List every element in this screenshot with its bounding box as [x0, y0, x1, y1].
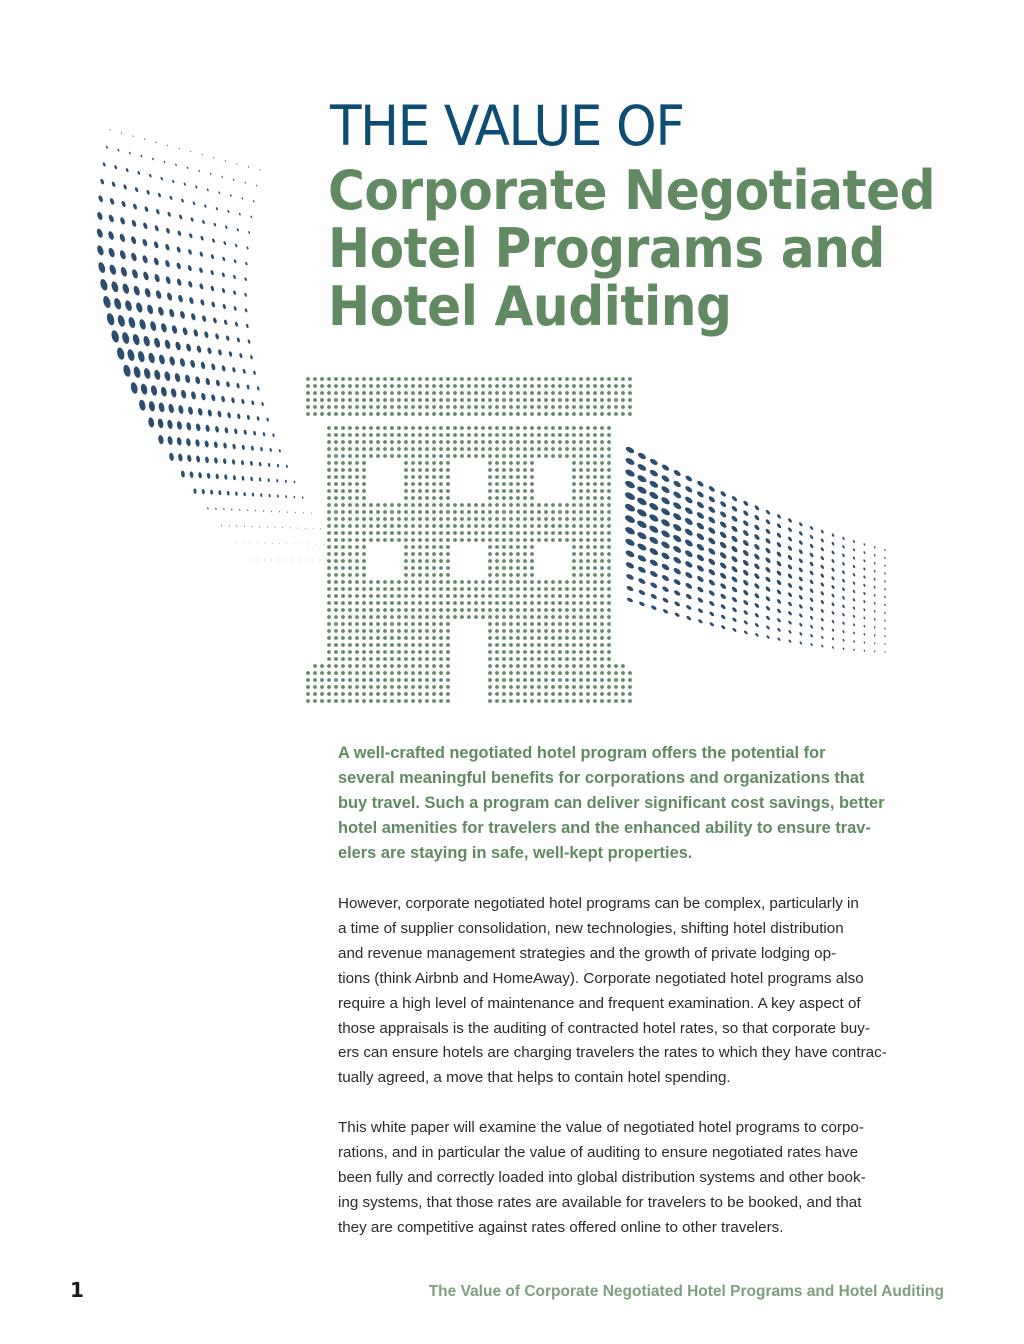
title-kicker: THE VALUE OF [330, 94, 684, 158]
title-line: Hotel Auditing [328, 275, 732, 338]
text-line: those appraisals is the auditing of contracted hotel rates, so that corporate buy- [338, 1019, 870, 1037]
text-line: tions (think Airbnb and HomeAway). Corporate negotiated hotel programs also [338, 969, 864, 987]
text-line: require a high level of maintenance and frequent examination. A key aspect of [338, 994, 861, 1012]
title-line: Corporate Negotiated [328, 159, 936, 222]
text-line: several meaningful benefits for corporations and organizations that [338, 769, 865, 787]
text-line: been fully and correctly loaded into global distribution systems and other book- [338, 1168, 866, 1186]
text-line: elers are staying in safe, well-kept properties. [338, 844, 693, 862]
body-paragraph [338, 1116, 950, 1241]
page-number: 1 [70, 1278, 84, 1302]
body-paragraph [338, 892, 950, 1091]
text-line: buy travel. Such a program can deliver significant cost savings, better [338, 794, 885, 812]
running-footer-title: The Value of Corporate Negotiated Hotel Programs and Hotel Auditing [428, 1283, 944, 1300]
text-line: ers can ensure hotels are charging travelers the rates to which they have contrac- [338, 1044, 887, 1062]
halftone-wave-right-icon [624, 446, 886, 653]
text-line: tually agreed, a move that helps to contain hotel spending. [338, 1069, 731, 1087]
halftone-wave-left-icon [96, 129, 341, 560]
hotel-building-icon [306, 377, 632, 703]
text-line: However, corporate negotiated hotel programs can be complex, particularly in [338, 895, 859, 912]
text-line: rations, and in particular the value of auditing to ensure negotiated rates have [338, 1143, 859, 1161]
text-line: a time of supplier consolidation, new technologies, shifting hotel distribution [338, 919, 844, 937]
title-line: Hotel Programs and [328, 217, 885, 280]
text-line: A well-crafted negotiated hotel program offers the potential for [338, 744, 826, 762]
text-line: This white paper will examine the value of negotiated hotel programs to corpo- [338, 1119, 864, 1136]
text-line: they are competitive against rates offered online to other travelers. [338, 1218, 784, 1236]
text-line: hotel amenities for travelers and the enhanced ability to ensure trav- [338, 819, 871, 837]
text-line: ing systems, that those rates are available for travelers to be booked, and that [338, 1193, 862, 1211]
lead-paragraph [338, 741, 948, 866]
text-line: and revenue management strategies and the growth of private lodging op- [338, 944, 837, 962]
page-title [328, 159, 936, 338]
